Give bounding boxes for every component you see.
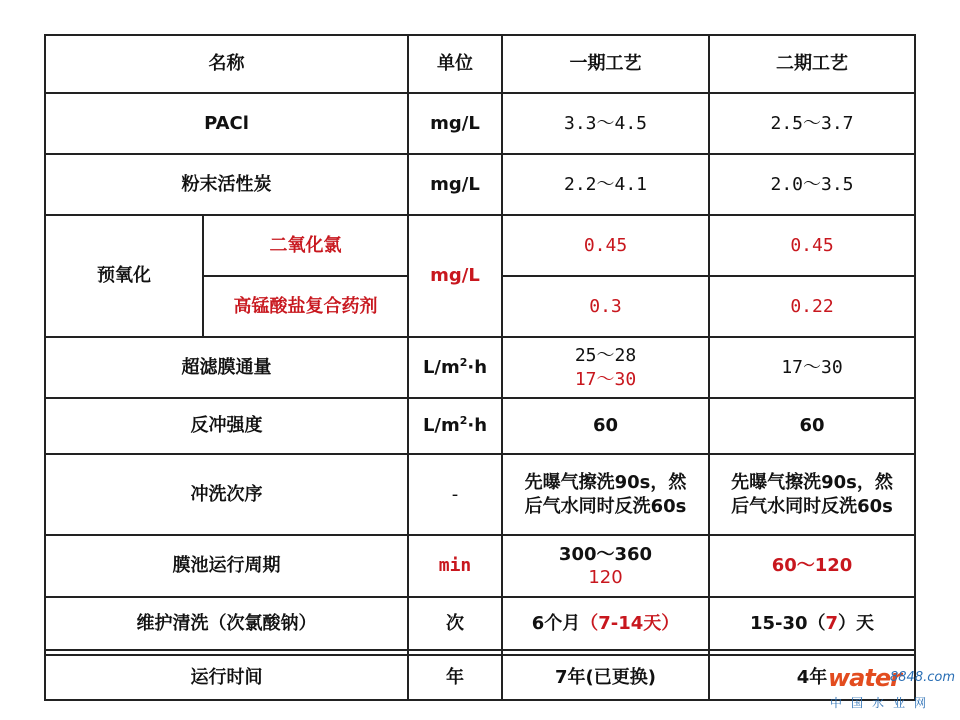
row-pacl-phase1: 3.3～4.5 xyxy=(563,112,648,134)
row-pac-unit: mg/L xyxy=(430,173,480,195)
watermark-logo xyxy=(828,664,953,714)
row-chlorine-dioxide-sub: 二氧化氯 xyxy=(269,234,342,256)
row-pacl-phase2: 2.5～3.7 xyxy=(770,112,854,134)
row-wash-sequence-unit: - xyxy=(451,483,459,505)
row-chlorine-dioxide-phase1: 0.45 xyxy=(583,234,628,256)
header-phase1: 一期工艺 xyxy=(569,53,642,75)
row-wash-sequence-name: 冲洗次序 xyxy=(190,483,263,505)
row-pac-phase2: 2.0～3.5 xyxy=(770,173,854,195)
row-runtime-phase1: 7年(已更换) xyxy=(555,666,656,688)
row-maintenance-phase1: 6个月 （7-14天） xyxy=(531,612,680,634)
row-runtime-unit: 年 xyxy=(446,666,464,688)
row-permanganate-sub: 高锰酸盐复合药剂 xyxy=(233,295,378,317)
row-chlorine-dioxide-phase2: 0.45 xyxy=(790,234,834,256)
row-uf-flux-unit: $L/m^2\cdot h$ xyxy=(422,355,488,378)
row-permanganate-phase1: 0.3 xyxy=(589,295,622,317)
row-cycle-phase2: 60～120 xyxy=(771,555,853,577)
row-uf-flux-phase1: 25～28 17～30 xyxy=(574,345,637,390)
watermark-site-name: 中国水业网 xyxy=(830,696,936,710)
row-wash-sequence-phase2: 先曝气擦洗90s，然 后气水同时反洗60s xyxy=(731,472,893,517)
header-name: 名称 xyxy=(208,53,245,75)
row-backwash-unit: $L/m^2\cdot h$ xyxy=(422,414,488,437)
row-maintenance-unit: 次 xyxy=(446,612,464,634)
row-preoxidation-name: 预氧化 xyxy=(97,265,151,287)
row-maintenance-phase2: 15-30（ 7 ）天 xyxy=(749,612,875,634)
row-backwash-name: 反冲强度 xyxy=(190,415,263,437)
header-phase2: 二期工艺 xyxy=(776,53,848,75)
row-runtime-name: 运行时间 xyxy=(190,666,263,688)
row-pacl-unit: mg/L xyxy=(430,112,480,134)
row-maintenance-name: 维护清洗（次氯酸钠） xyxy=(136,612,317,634)
row-runtime-phase2: 4年 xyxy=(796,666,828,688)
row-wash-sequence-phase1: 先曝气擦洗90s，然 后气水同时反洗60s xyxy=(524,472,687,517)
row-cycle-name: 膜池运行周期 xyxy=(172,555,281,577)
row-pacl-name: PACl xyxy=(204,112,249,134)
watermark-logo-text: water xyxy=(828,664,901,692)
watermark-domain: 8848.com xyxy=(890,670,955,685)
header-unit: 单位 xyxy=(437,53,473,75)
row-cycle-unit: min xyxy=(438,555,472,577)
row-pac-phase1: 2.2～4.1 xyxy=(563,173,648,195)
row-cycle-phase1: 300～360 120 xyxy=(558,543,653,588)
row-preoxidation-unit: mg/L xyxy=(430,265,480,287)
row-uf-flux-phase2: 17～30 xyxy=(781,356,843,378)
row-uf-flux-name: 超滤膜通量 xyxy=(181,356,272,378)
row-backwash-phase2: 60 xyxy=(799,415,825,437)
row-permanganate-phase2: 0.22 xyxy=(790,295,834,317)
row-pac-name: 粉末活性炭 xyxy=(181,173,272,195)
row-backwash-phase1: 60 xyxy=(592,415,619,437)
